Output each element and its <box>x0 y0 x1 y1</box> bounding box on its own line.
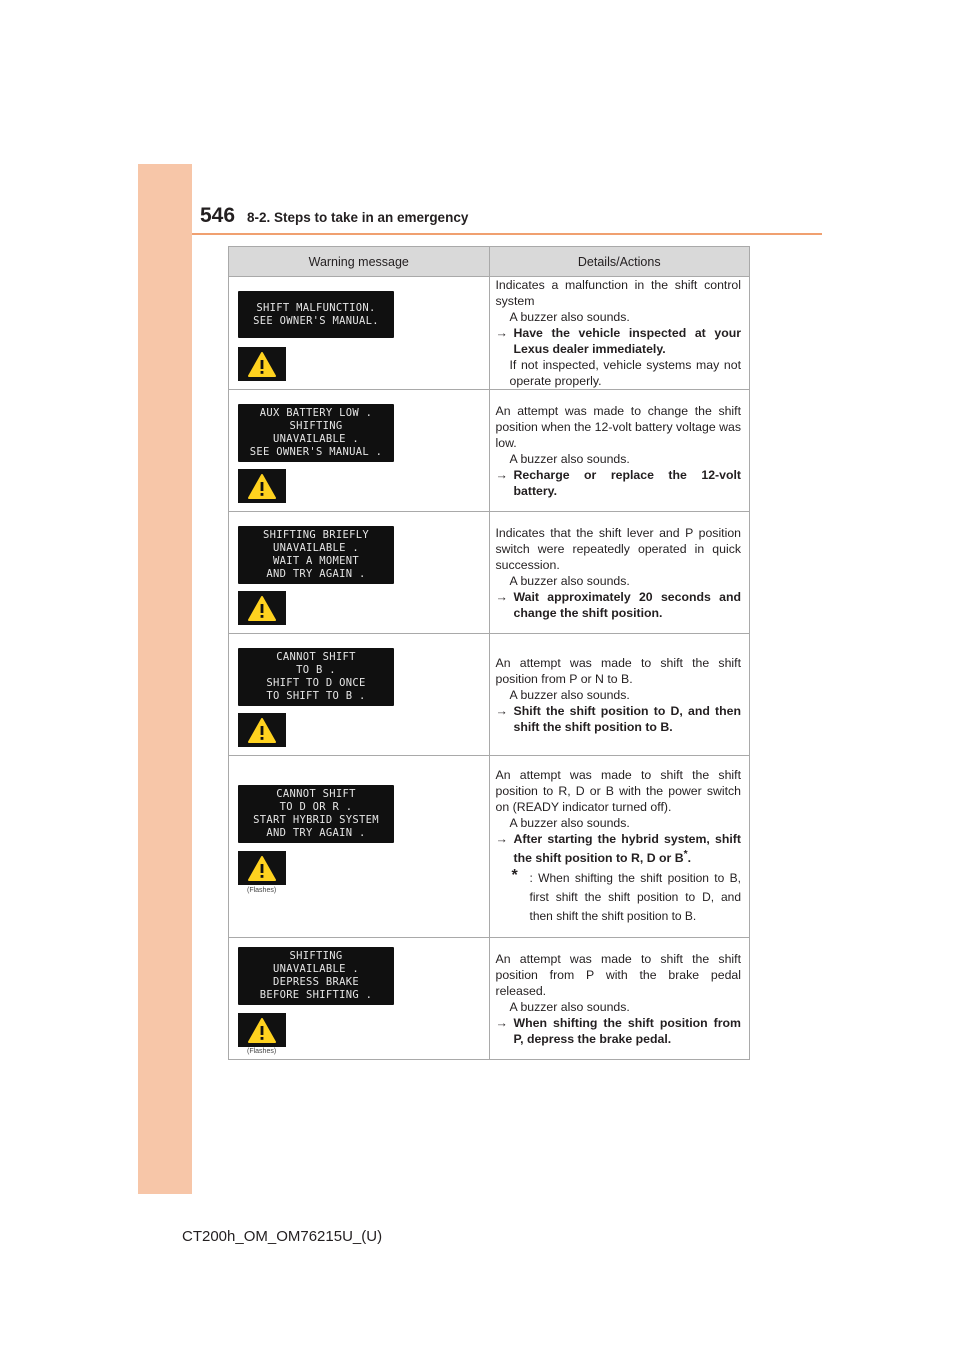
display-line: TO D OR R . <box>279 801 353 813</box>
warning-triangle-icon <box>238 469 286 503</box>
warning-triangle-icon <box>238 591 286 625</box>
display-line: AUX BATTERY LOW . <box>259 407 373 419</box>
buzzer-text: A buzzer also sounds. <box>509 999 630 1014</box>
warning-message-cell <box>229 512 490 634</box>
display-screen <box>238 404 394 462</box>
buzzer-text: A buzzer also sounds. <box>509 816 630 831</box>
flashes-label: (Flashes) <box>247 887 277 894</box>
details-cell <box>489 390 750 512</box>
column-header-details-actions: Details/Actions <box>489 247 750 277</box>
warning-triangle-icon <box>238 851 286 885</box>
table-row <box>229 634 750 756</box>
table-row <box>229 756 750 938</box>
details-text: Indicates a malfunction in the shift control system <box>495 278 741 308</box>
display-line: SHIFT MALFUNCTION. <box>256 301 376 314</box>
warning-triangle-icon <box>238 347 286 381</box>
display-line: UNAVAILABLE . <box>272 542 360 554</box>
details-text: An attempt was made to shift the shift position from P or N to B. <box>495 655 741 686</box>
table-row <box>229 512 750 634</box>
display-line: SHIFTING BRIEFLY <box>263 529 369 541</box>
page-number: 546 <box>200 204 236 227</box>
action-text: → Have the vehicle inspected at your Lexus dealer immediately. <box>495 326 741 356</box>
right-arrow-icon: → <box>495 589 508 604</box>
details-cell <box>489 938 750 1060</box>
details-text: An attempt was made to change the shift position when the 12-volt battery voltage was low. <box>495 403 741 450</box>
display-line: UNAVAILABLE . <box>272 433 360 445</box>
display-screen <box>238 291 394 338</box>
warning-triangle-icon <box>238 1013 286 1047</box>
display-screen <box>238 648 394 706</box>
right-arrow-icon: → <box>495 1015 508 1030</box>
display-line: SEE OWNER'S MANUAL. <box>253 314 379 327</box>
details-cell <box>489 756 750 938</box>
display-line: TO SHIFT TO B . <box>266 690 366 702</box>
display-line: SEE OWNER'S MANUAL . <box>249 446 383 458</box>
display-line: TO B . <box>296 664 336 676</box>
display-line: UNAVAILABLE . <box>272 963 360 975</box>
display-line: SHIFTING <box>289 950 343 962</box>
display-line: START HYBRID SYSTEM <box>253 814 379 826</box>
table-row <box>229 277 750 390</box>
warning-message-cell <box>229 756 490 938</box>
buzzer-text: A buzzer also sounds. <box>509 687 630 702</box>
details-cell <box>489 512 750 634</box>
buzzer-text: A buzzer also sounds. <box>509 451 630 466</box>
section-title: 8-2. Steps to take in an emergency <box>247 210 469 225</box>
buzzer-text: A buzzer also sounds. <box>509 310 630 324</box>
display-line: CANNOT SHIFT <box>276 788 356 800</box>
display-line: AND TRY AGAIN . <box>266 827 366 839</box>
header-rule <box>192 233 822 235</box>
table-row <box>229 390 750 512</box>
display-line: SHIFT TO D ONCE <box>266 677 366 689</box>
action-text: → When shifting the shift position from P, depress the brake pedal. <box>495 1015 741 1046</box>
right-arrow-icon: → <box>495 467 508 482</box>
footnote-text: * : When shifting the shift position to B, first shift the shift position to D, and then shift the shift position to B. <box>511 866 741 923</box>
display-line: WAIT A MOMENT <box>272 555 360 567</box>
details-text: An attempt was made to shift the shift position to R, D or B with the power switch on (READY indicator turned off). <box>495 768 741 815</box>
warning-message-table <box>228 246 750 1060</box>
display-line: CANNOT SHIFT <box>276 651 356 663</box>
action-text: → Wait approximately 20 seconds and change the shift position. <box>495 589 741 620</box>
display-line: BEFORE SHIFTING . <box>259 989 373 1001</box>
right-arrow-icon: → <box>495 832 508 847</box>
details-cell <box>489 634 750 756</box>
column-header-warning-message: Warning message <box>229 247 490 277</box>
display-screen <box>238 785 394 843</box>
details-text: Indicates that the shift lever and P position switch were repeatedly operated in quick succession. <box>495 525 741 572</box>
details-text: An attempt was made to shift the shift position from P with the brake pedal released. <box>495 951 741 998</box>
table-row <box>229 938 750 1060</box>
buzzer-text: A buzzer also sounds. <box>509 573 630 588</box>
warning-message-cell <box>229 277 490 390</box>
right-arrow-icon: → <box>495 326 508 340</box>
action-text: → After starting the hybrid system, shift the shift position to R, D or B*. <box>495 832 741 866</box>
display-screen <box>238 947 394 1005</box>
warning-triangle-icon <box>238 713 286 747</box>
warning-message-cell <box>229 390 490 512</box>
display-line: AND TRY AGAIN . <box>266 568 366 580</box>
action-text: → Shift the shift position to D, and then shift the shift position to B. <box>495 703 741 734</box>
action-text: → Recharge or replace the 12-volt battery. <box>495 467 741 498</box>
display-line: DEPRESS BRAKE <box>272 976 360 988</box>
details-cell <box>489 277 750 390</box>
document-code: CT200h_OM_OM76215U_(U) <box>182 1228 383 1245</box>
right-arrow-icon: → <box>495 703 508 718</box>
display-line: SHIFTING <box>289 420 343 432</box>
chapter-sidebar-tab <box>138 164 192 1194</box>
flashes-label: (Flashes) <box>247 1048 277 1055</box>
warning-message-cell <box>229 634 490 756</box>
warning-message-cell <box>229 938 490 1060</box>
display-screen <box>238 526 394 584</box>
footnote-marker: * <box>683 849 688 861</box>
note-text: If not inspected, vehicle systems may not operate properly. <box>509 358 741 388</box>
